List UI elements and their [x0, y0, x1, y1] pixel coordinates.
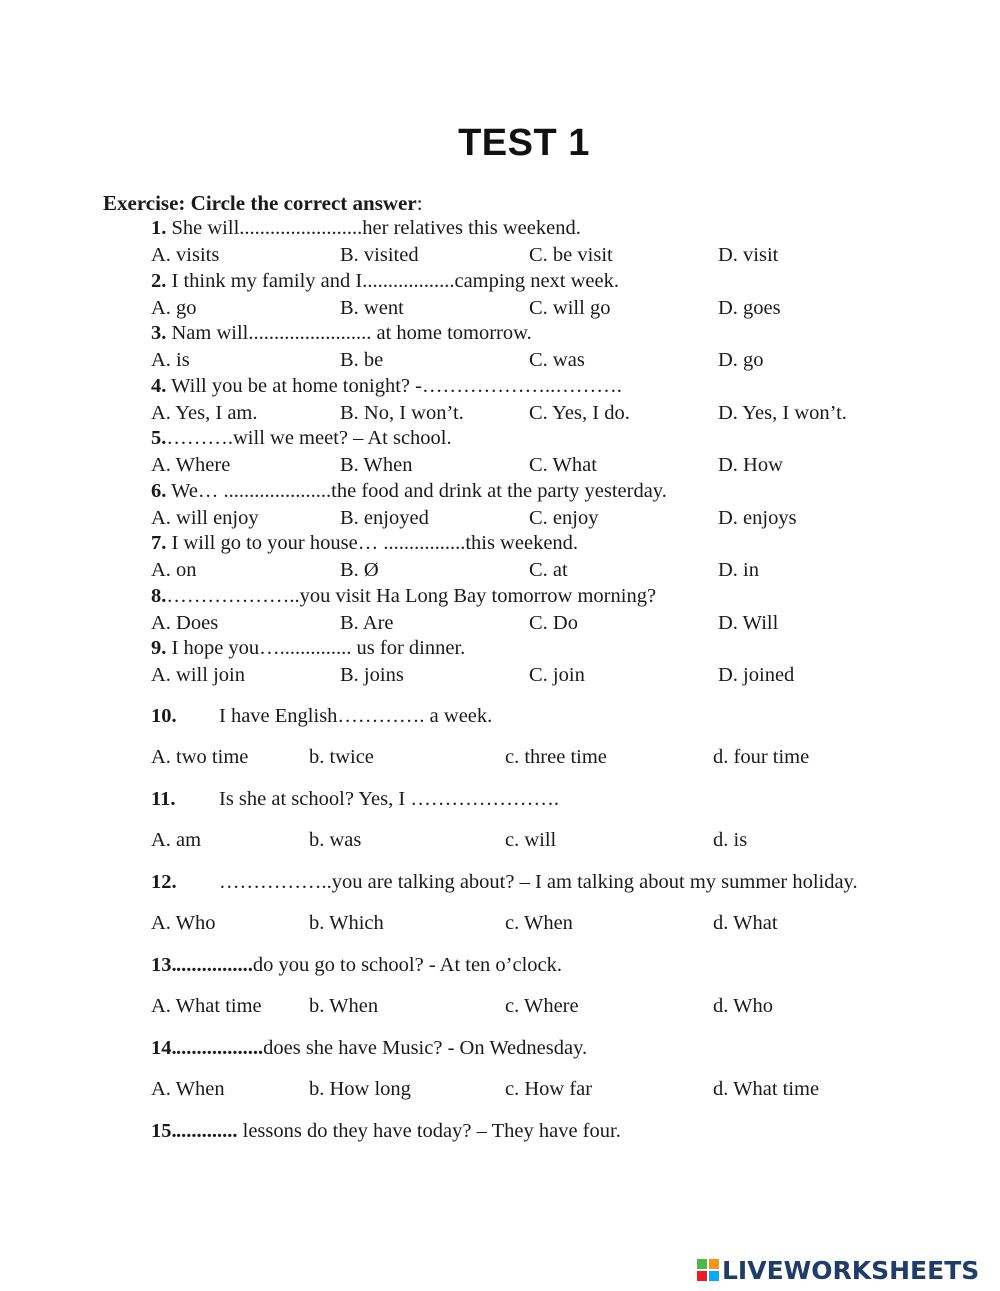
question-text: I have English…………. a week. [219, 705, 493, 727]
answer-option[interactable]: C. be visit [529, 244, 613, 266]
answer-option[interactable]: C. Yes, I do. [529, 402, 630, 424]
answer-option[interactable]: c. When [505, 912, 573, 934]
options-row [151, 454, 991, 480]
question-number: 13. [151, 954, 177, 976]
answer-option[interactable]: c. will [505, 829, 557, 851]
answer-option[interactable]: B. Ø [340, 559, 379, 581]
answer-option[interactable]: D. go [718, 349, 764, 371]
question-12 [151, 871, 991, 897]
question-13 [151, 954, 991, 980]
answer-option[interactable]: C. enjoy [529, 507, 599, 529]
question-text: ……….will we meet? – At school. [166, 427, 452, 449]
answer-blank: ............... [176, 954, 253, 976]
question-8 [151, 585, 656, 608]
answer-option[interactable]: D. joined [718, 664, 795, 686]
answer-option[interactable]: A. Where [151, 454, 231, 476]
answer-option[interactable]: A. Does [151, 612, 219, 634]
answer-option[interactable]: A. am [151, 829, 202, 851]
question-number: 7. [151, 532, 167, 554]
answer-option[interactable]: D. Yes, I won’t. [718, 402, 847, 424]
liveworksheets-logo [697, 1255, 979, 1285]
answer-option[interactable]: A. What time [151, 995, 262, 1017]
answer-option[interactable]: b. was [309, 829, 362, 851]
logo-block [697, 1271, 707, 1281]
answer-option[interactable]: d. What [713, 912, 778, 934]
question-number: 15. [151, 1120, 177, 1142]
answer-option[interactable]: b. How long [309, 1078, 411, 1100]
question-text: She will........................her relatives this weekend. [166, 217, 581, 239]
answer-option[interactable]: B. be [340, 349, 384, 371]
answer-option[interactable]: B. When [340, 454, 413, 476]
options-row [151, 912, 991, 938]
logo-block [709, 1271, 719, 1281]
question-15 [151, 1120, 991, 1146]
answer-option[interactable]: A. will enjoy [151, 507, 259, 529]
question-text: I hope you….............. us for dinner. [166, 637, 466, 659]
question-number: 10. [151, 705, 177, 727]
answer-blank: ............ [176, 1120, 238, 1142]
question-number: 3. [151, 322, 167, 344]
question-10 [151, 705, 991, 731]
answer-option[interactable]: B. No, I won’t. [340, 402, 464, 424]
answer-option[interactable]: A. visits [151, 244, 220, 266]
question-5 [151, 427, 452, 450]
answer-blank: ................. [176, 1037, 264, 1059]
question-text: Nam will........................ at home tomorrow. [166, 322, 532, 344]
question-number: 4. [151, 375, 167, 397]
question-2 [151, 270, 619, 293]
answer-option[interactable]: C. was [529, 349, 585, 371]
question-number: 14. [151, 1037, 177, 1059]
question-text: I will go to your house… ................this weekend. [166, 532, 579, 554]
options-row [151, 559, 991, 585]
answer-option[interactable]: B. Are [340, 612, 394, 634]
options-row [151, 829, 991, 855]
instruction-bold: Exercise: Circle the correct answer [103, 191, 417, 215]
exercise-instruction [103, 191, 423, 216]
answer-option[interactable]: b. When [309, 995, 379, 1017]
question-number: 9. [151, 637, 167, 659]
question-number: 8. [151, 585, 167, 607]
question-text: do you go to school? - At ten o’clock. [252, 954, 563, 976]
answer-option[interactable]: B. enjoyed [340, 507, 429, 529]
question-text: ………………..you visit Ha Long Bay tomorrow morning? [166, 585, 657, 607]
answer-option[interactable]: B. visited [340, 244, 419, 266]
answer-option[interactable]: A. is [151, 349, 190, 371]
question-number: 2. [151, 270, 167, 292]
question-text: I think my family and I..................camping next week. [166, 270, 619, 292]
answer-option[interactable]: d. four time [713, 746, 810, 768]
question-text: Is she at school? Yes, I …………………. [219, 788, 559, 810]
question-7 [151, 532, 578, 555]
question-text: We… .....................the food and drink at the party yesterday. [166, 480, 667, 502]
logo-block [709, 1259, 719, 1269]
answer-option[interactable]: A. Who [151, 912, 216, 934]
answer-option[interactable]: A. When [151, 1078, 225, 1100]
answer-option[interactable]: d. Who [713, 995, 773, 1017]
question-3 [151, 322, 532, 345]
answer-option[interactable]: A. on [151, 559, 197, 581]
options-row [151, 402, 991, 428]
answer-option[interactable]: d. What time [713, 1078, 820, 1100]
page-title: TEST 1 [458, 122, 590, 164]
question-14 [151, 1037, 991, 1063]
options-row [151, 746, 991, 772]
answer-option[interactable]: b. Which [309, 912, 384, 934]
question-text: lessons do they have today? – They have four. [237, 1120, 621, 1142]
options-row [151, 349, 991, 375]
answer-option[interactable]: c. three time [505, 746, 607, 768]
answer-option[interactable]: A. two time [151, 746, 249, 768]
answer-option[interactable]: D. visit [718, 244, 779, 266]
question-text: Will you be at home tonight? -………………..………. [166, 375, 622, 397]
question-6 [151, 480, 667, 503]
answer-option[interactable]: C. at [529, 559, 568, 581]
answer-option[interactable]: c. How far [505, 1078, 593, 1100]
answer-option[interactable]: c. Where [505, 995, 579, 1017]
answer-option[interactable]: D. enjoys [718, 507, 797, 529]
answer-option[interactable]: C. What [529, 454, 597, 476]
logo-text: LIVEWORKSHEETS [722, 1255, 980, 1285]
question-number: 6. [151, 480, 167, 502]
answer-option[interactable]: A. go [151, 297, 197, 319]
answer-option[interactable]: D. How [718, 454, 783, 476]
answer-option[interactable]: b. twice [309, 746, 374, 768]
options-row [151, 664, 991, 690]
answer-option[interactable]: d. is [713, 829, 748, 851]
question-9 [151, 637, 465, 660]
question-number: 11. [151, 788, 176, 810]
question-number: 5. [151, 427, 167, 449]
answer-option[interactable]: B. joins [340, 664, 404, 686]
answer-option[interactable]: D. goes [718, 297, 781, 319]
answer-option[interactable]: C. Do [529, 612, 578, 634]
options-row [151, 995, 991, 1021]
options-row [151, 507, 991, 533]
question-number: 12. [151, 871, 177, 893]
question-number: 1. [151, 217, 167, 239]
instruction-colon: : [416, 191, 423, 215]
question-4 [151, 375, 622, 398]
answer-option[interactable]: C. join [529, 664, 585, 686]
question-11 [151, 788, 991, 814]
logo-blocks-icon [697, 1259, 719, 1281]
options-row [151, 1078, 991, 1104]
logo-block [697, 1259, 707, 1269]
answer-option[interactable]: A. Yes, I am. [151, 402, 258, 424]
options-row [151, 297, 991, 323]
options-row [151, 612, 991, 638]
answer-option[interactable]: D. in [718, 559, 759, 581]
answer-option[interactable]: D. Will [718, 612, 779, 634]
answer-option[interactable]: C. will go [529, 297, 611, 319]
question-1 [151, 217, 581, 240]
question-text: ……………..you are talking about? – I am talking about my summer holiday. [219, 871, 858, 893]
answer-option[interactable]: A. will join [151, 664, 245, 686]
question-text: does she have Music? - On Wednesday. [263, 1037, 588, 1059]
options-row [151, 244, 991, 270]
answer-option[interactable]: B. went [340, 297, 404, 319]
